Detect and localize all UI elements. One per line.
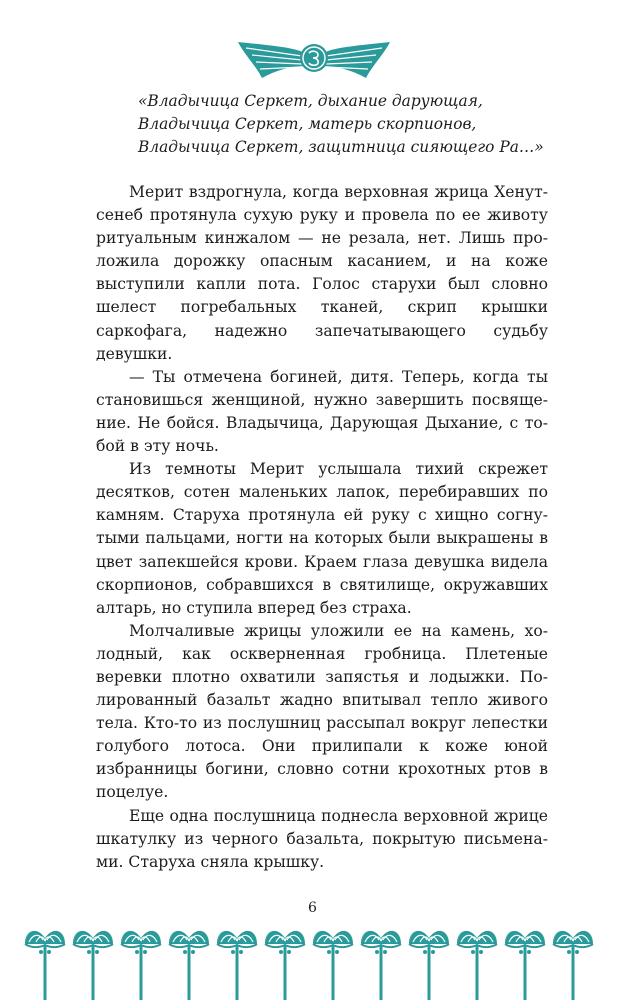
lotus-ornament-icon xyxy=(121,931,161,1000)
lotus-ornament-icon xyxy=(217,931,257,1000)
epigraph-line: Владычица Серкет, матерь скорпионов, xyxy=(138,115,477,133)
paragraph: Еще одна послушница поднесла верховной жрице шкатулку из черного базальта, покрытую письменами. Старуха сняла крышку. xyxy=(96,806,548,871)
lotus-ornament-icon xyxy=(553,931,593,1000)
paragraph: — Ты отмечена богиней, дитя. Теперь, когда ты становишься женщиной, нужно завершить посвящение. Не бойся. Владычица, Дарующая Дыхание, с тобой в эту ночь. xyxy=(96,367,548,456)
winged-sun-emblem-icon xyxy=(236,36,392,82)
page-number: 6 xyxy=(308,900,317,916)
epigraph xyxy=(138,90,578,159)
lotus-ornament-icon xyxy=(457,931,497,1000)
lotus-ornament-icon xyxy=(505,931,545,1000)
paragraph: Мерит вздрогнула, когда верховная жрица Хенутсенеб протянула сухую руку и провела по ее животу ритуальным кинжалом — не резала, нет. Лишь проложила дорожку опасным касанием, и на коже выступили капли пота. Голос старухи был словно шелест погребальных тканей, скрип крышки саркофага, надежно запечатывающего судьбу девушки. xyxy=(96,183,548,363)
body-text xyxy=(96,181,548,874)
paragraph: Молчаливые жрицы уложили ее на камень, холодный, как оскверненная гробница. Плетеные веревки плотно охватили запястья и лодыжки. Полированный базальт жадно впитывал тепло живого тела. Кто-то из послушниц рассыпал вокруг лепестки голубого лотоса. Они прилипали к коже юной избранницы богини, словно сотни крохотных ртов в поцелуе. xyxy=(96,621,548,802)
lotus-fan-ornament-icon xyxy=(0,922,625,1000)
lotus-ornament-icon xyxy=(73,931,113,1000)
epigraph-line: Владычица Серкет, защитница сияющего Ра…» xyxy=(138,138,544,156)
epigraph-line: «Владычица Серкет, дыхание дарующая, xyxy=(138,92,483,110)
lotus-ornament-icon xyxy=(25,931,65,1000)
lotus-ornament-icon xyxy=(313,931,353,1000)
lotus-ornament-icon xyxy=(265,931,305,1000)
lotus-ornament-icon xyxy=(409,931,449,1000)
lotus-ornament-icon xyxy=(361,931,401,1000)
paragraph: Из темноты Мерит услышала тихий скрежет десятков, сотен маленьких лапок, перебиравших по камням. Старуха протянула ей руку с хищно согнутыми пальцами, ногти на которых были выкрашены в цвет запекшейся крови. Краем глаза девушка видела скорпионов, собравшихся в святилище, окружавших алтарь, но ступила вперед без страха. xyxy=(96,460,548,617)
lotus-ornament-icon xyxy=(169,931,209,1000)
